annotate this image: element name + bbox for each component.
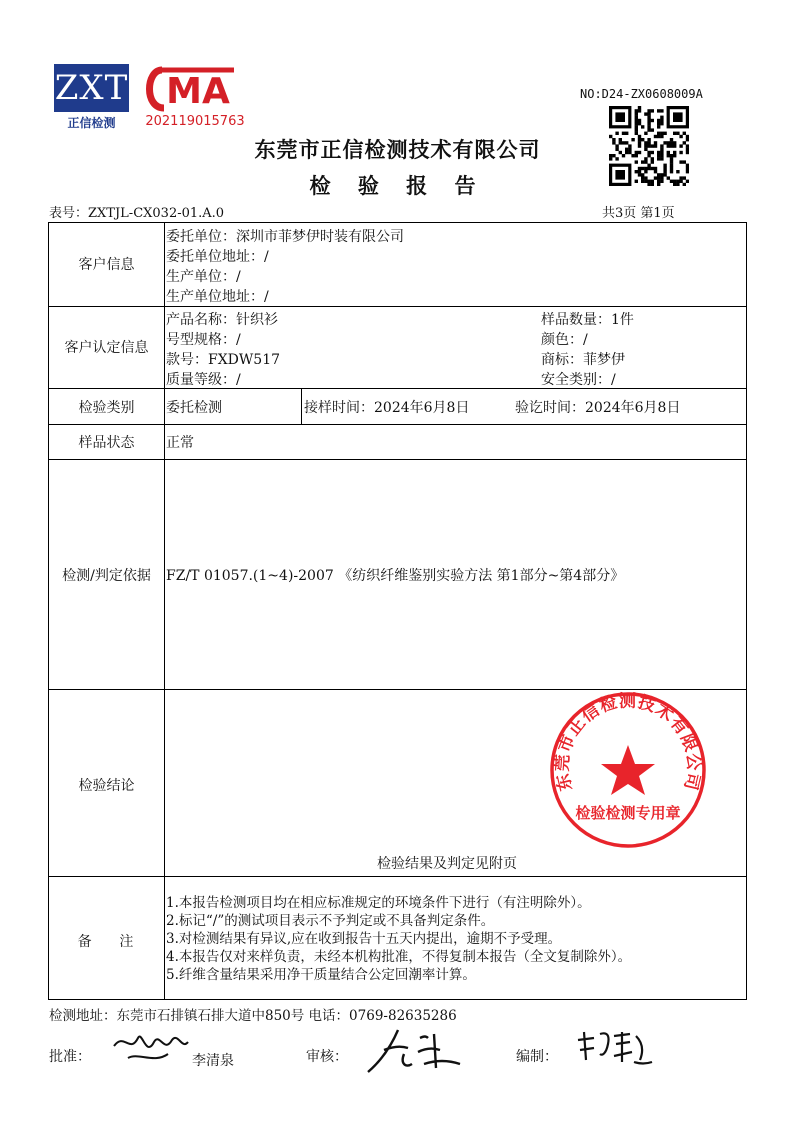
client-info-label: 客户信息 xyxy=(78,257,135,273)
client-unit: 委托单位：深圳市菲梦伊时装有限公司 xyxy=(166,229,404,245)
identification-label: 客户认定信息 xyxy=(64,340,149,356)
completed-date: 验讫时间：2024年6月8日 xyxy=(515,400,681,416)
remark-2: 2.标记“/”的测试项目表示不予判定或不具备判定条件。 xyxy=(166,913,495,929)
client-address: 委托单位地址：/ xyxy=(166,249,269,265)
style-number: 款号：FXDW517 xyxy=(166,352,281,368)
cma-logo xyxy=(142,64,248,134)
conclusion-label: 检验结论 xyxy=(78,778,135,794)
cma-logo-icon xyxy=(142,64,248,114)
category-label: 检验类别 xyxy=(78,400,135,416)
received-date: 接样时间：2024年6月8日 xyxy=(304,400,470,416)
company-name: 东莞市正信检测技术有限公司 xyxy=(254,137,541,162)
remarks-label: 备 注 xyxy=(77,934,136,950)
report-table xyxy=(48,222,747,1000)
zxt-logo-mark: ZXT xyxy=(54,64,129,112)
remark-4: 4.本报告仅对来样负责，未经本机构批准，不得复制本报告（全文复制除外）。 xyxy=(166,949,632,965)
sample-state-label: 样品状态 xyxy=(78,435,135,451)
report-number: NO:D24-ZX0608009A xyxy=(580,87,703,101)
conclusion-value: 检验结果及判定见附页 xyxy=(377,856,517,872)
reviewer-label: 审核： xyxy=(306,1049,348,1065)
basis-label: 检测/判定依据 xyxy=(62,568,151,584)
color: 颜色：/ xyxy=(541,332,588,348)
reviewer-signature xyxy=(364,1024,464,1076)
producer-address: 生产单位地址：/ xyxy=(166,289,269,305)
category-value: 委托检测 xyxy=(166,400,222,416)
editor-label: 编制： xyxy=(516,1049,558,1065)
basis-value: FZ/T 01057.(1~4)-2007 《纺织纤维鉴别实验方法 第1部分~第4部分》 xyxy=(166,568,625,584)
zxt-logo-subtitle: 正信检测 xyxy=(67,116,116,130)
approver-label: 批准： xyxy=(49,1049,91,1065)
zxt-logo xyxy=(54,64,129,132)
seal-star-icon xyxy=(601,745,655,795)
lab-address: 检测地址：东莞市石排镇石排大道中850号 电话：0769-82635286 xyxy=(49,1008,457,1024)
approver-name: 李清泉 xyxy=(192,1053,234,1069)
model-spec: 号型规格：/ xyxy=(166,332,241,348)
remark-1: 1.本报告检测项目均在相应标准规定的环境条件下进行（有注明除外）。 xyxy=(166,895,591,911)
cma-number: 202119015763 xyxy=(145,114,245,129)
cma-logo-text: MA xyxy=(166,71,230,112)
form-number: 表号：ZXTJL-CX032-01.A.0 xyxy=(49,206,225,221)
product-name: 产品名称：针织衫 xyxy=(166,312,278,328)
safety-category: 安全类别：/ xyxy=(541,372,616,388)
sample-state-value: 正常 xyxy=(166,435,194,451)
report-title: 检 验 报 告 xyxy=(309,173,486,198)
page-count: 共3页 第1页 xyxy=(602,206,675,221)
approver-signature xyxy=(108,1024,192,1070)
trademark: 商标：菲梦伊 xyxy=(541,352,625,368)
producer-unit: 生产单位：/ xyxy=(166,269,241,285)
sample-quantity: 样品数量：1件 xyxy=(541,312,634,328)
seal-bottom-text: 检验检测专用章 xyxy=(575,804,681,822)
quality-grade: 质量等级：/ xyxy=(166,372,241,388)
seal-ring-text: 东莞市正信检测技术有限公司 xyxy=(552,691,704,793)
official-seal xyxy=(548,690,708,850)
editor-signature xyxy=(574,1026,654,1070)
remark-3: 3.对检测结果有异议,应在收到报告十五天内提出，逾期不予受理。 xyxy=(166,931,562,947)
remark-5: 5.纤维含量结果采用净干质量结合公定回潮率计算。 xyxy=(166,967,476,983)
